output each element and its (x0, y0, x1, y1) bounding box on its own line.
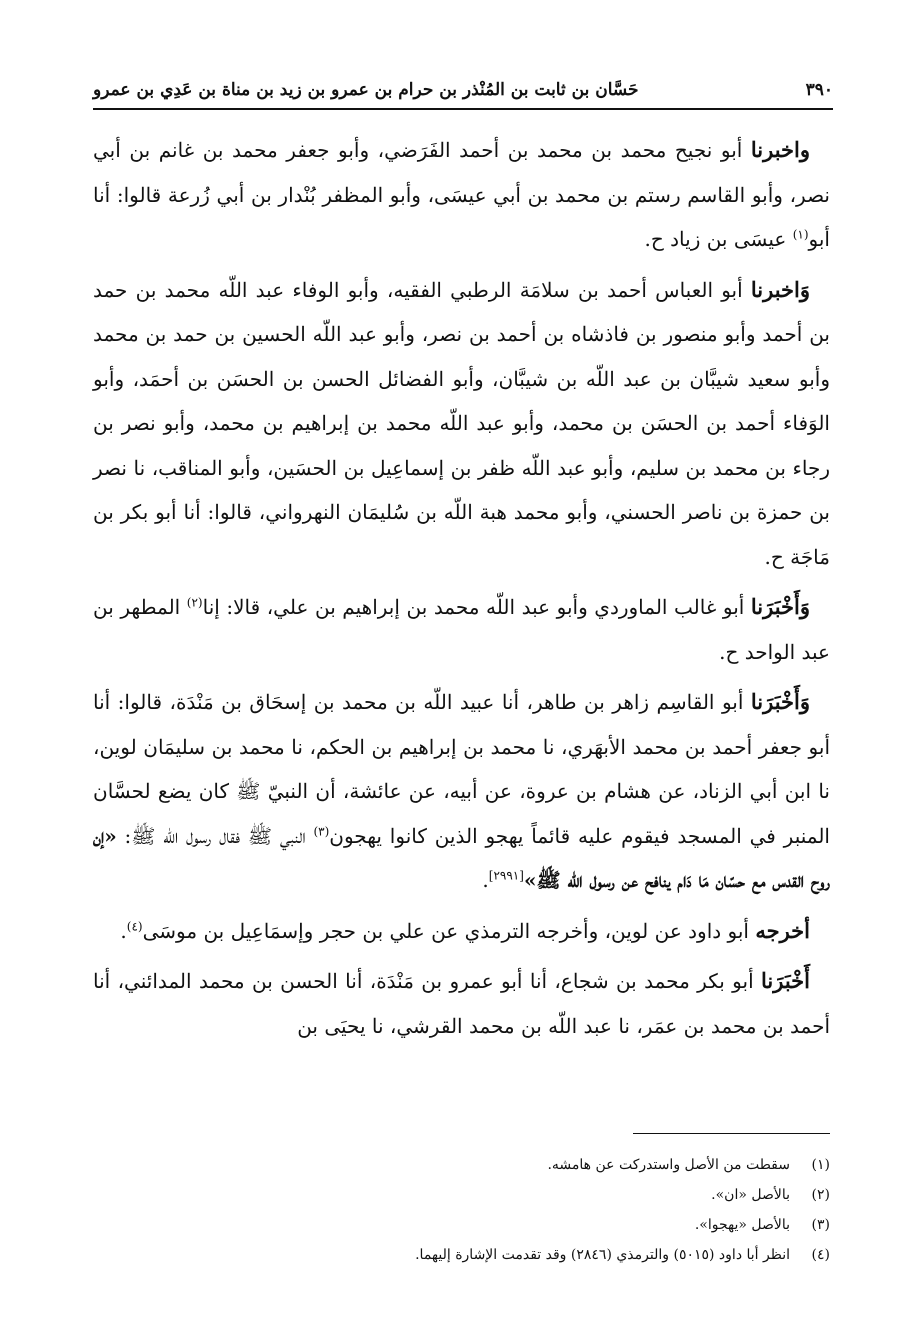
main-text (93, 128, 830, 1054)
paragraph-text: أبو العباس أحمد بن سلامَة الرطبي الفقيه، وأبو الوفاء عبد اللّه محمد بن حمد بن أحمد وأبو منصور بن فاذشاه بن أحمد بن نصر، وأبو عبد اللّه الحسين بن حمد بن محمد وأبو سعيد شيبَّان بن عبد اللّه بن شيبَّان، وأبو الفضائل الحسن بن الحسَن بن أحمَد، وأبو الوَفاء أحمد بن الحسَن بن محمد، وأبو عبد اللّه محمد بن إبراهيم بن محمد، وأبو نصر بن رجاء بن محمد بن سليم، وأبو عبد اللّه ظفر بن إسماعِيل بن الحسَين، وأبو المناقب، نا نصر بن حمزة بن ناصر الحسني، وأبو محمد هبة اللّه بن سُليمَان النهرواني، قالوا: أنا أبو بكر بن مَاجَة ح. (93, 277, 830, 569)
paragraph-text: أبو نجيح محمد بن محمد بن أحمد الفَرَضي، وأبو جعفر محمد بن غانم بن أبي نصر، وأبو القاسم رستم بن محمد بن أبي عيسَى، وأبو المظفر بُنْدار بن أبي زُرعة قالوا: أنا أبو (93, 138, 830, 251)
footnote-text: انظر أبا داود (٥٠١٥) والترمذي (٢٨٤٦) وقد تقدمت الإشارة إليهما. (415, 1247, 790, 1263)
footnote-marker: (١) (792, 227, 809, 242)
paragraph-text: عيسَى بن زياد ح. (644, 227, 793, 251)
footnote-number: (٤) (811, 1247, 830, 1263)
footnote (93, 1240, 830, 1270)
footnote-text: سقطت من الأصل واستدركت عن هامشه. (547, 1157, 790, 1173)
footnotes (93, 1150, 830, 1270)
page-number: ٣٩٠ (805, 80, 833, 100)
paragraph-text: أبو بكر محمد بن شجاع، أنا أبو عمرو بن مَنْدَة، أنا الحسن بن محمد المدائني، أنا أحمد بن محمد بن عمَر، نا عبد اللّه بن محمد القرشي، نا يحيَى بن (93, 969, 830, 1038)
footnote (93, 1150, 830, 1180)
paragraph-text: أبو القاسِم زاهر بن طاهر، أنا عبيد اللّه بن محمد بن إسحَاق بن مَنْدَة، قالوا: أنا أبو جعفر أحمد بن محمد الأبهَري، نا محمد بن إبراهيم بن الحكم، نا محمد بن سليمَان لوين، نا ابن أبي الزناد، عن هشام بن عروة، عن أبيه، عن عائشة، أن النبيّ ﷺ كان يضع لحسَّان المنبر في المسجد فيقوم عليه قائماً يهجو الذين كانوا يهجون (93, 690, 830, 848)
paragraph (93, 680, 830, 903)
paragraph-lead-word: أخرجه (755, 917, 810, 943)
paragraph (93, 959, 830, 1048)
footnote-number: (٣) (811, 1217, 830, 1233)
footnote-number: (٢) (811, 1187, 830, 1203)
paragraph-lead-word: وَاخبرنا (750, 276, 810, 302)
paragraph-lead-word: واخبرنا (750, 137, 811, 162)
paragraph-text: . (120, 918, 127, 943)
footnote-marker: [٢٩٩١] (488, 868, 524, 883)
paragraph (93, 909, 830, 954)
footnote-number: (١) (811, 1157, 830, 1173)
header-rule (93, 108, 833, 110)
footnote (93, 1180, 830, 1210)
paragraph-text: أبو غالب الماوردي وأبو عبد اللّه محمد بن إبراهيم بن علي، قالا: إنا (202, 595, 751, 619)
paragraph-lead-word: وَأَخْبَرَنا (750, 594, 810, 619)
paragraph (93, 585, 830, 674)
paragraph (93, 268, 830, 580)
paragraph-text: المطهر بن عبد الواحد ح. (93, 595, 830, 664)
footnote (93, 1210, 830, 1240)
paragraph-lead-word: أَخْبَرَنا (761, 968, 810, 993)
footnote-text: بالأصل «يهجوا». (694, 1217, 790, 1233)
footnote-rule (633, 1133, 830, 1134)
footnote-text: بالأصل «ان». (711, 1187, 790, 1203)
footnote-marker: (٣) (313, 823, 330, 838)
footnote-marker: (٤) (126, 918, 143, 933)
paragraph-lead-word: وَأَخْبَرَنا (750, 689, 810, 714)
paragraph-text: النبي ﷺ فقال رسول الله ﷺ: (116, 823, 314, 848)
page-header (93, 74, 833, 106)
paragraph-text: أبو داود عن لوين، وأخرجه الترمذي عن علي بن حجر وإسمَاعِيل بن موسَى (142, 918, 756, 943)
hadith-quote: «إن روح القدس مع حسّان مَا دَام ينافح عن رسول الله ﷺ» (93, 823, 830, 892)
paragraph (93, 128, 830, 262)
footnote-marker: (٢) (186, 595, 203, 610)
paragraph-text: . (482, 868, 489, 892)
running-title: حَسَّان بن ثابت بن المُنْذر بن حرام بن عمرو بن زيد بن مناة بن عَدِي بن عمرو (93, 80, 639, 100)
